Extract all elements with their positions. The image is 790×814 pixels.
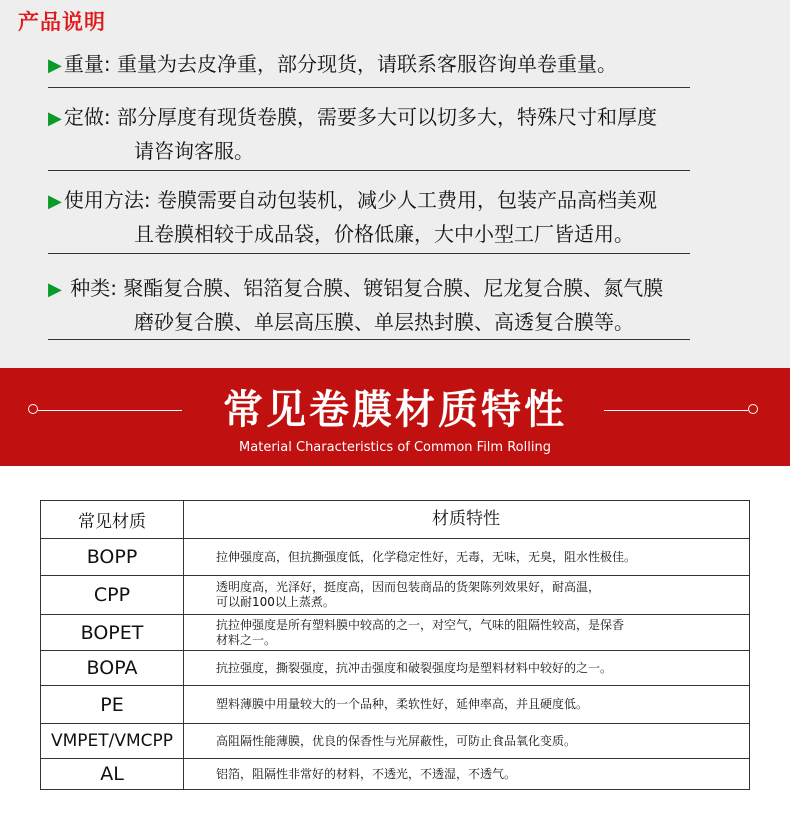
material-desc: 铝箔，阻隔性非常好的材料，不透光，不透湿，不透气。 [216,766,517,781]
header-characteristics: 材质特性 [432,509,500,529]
material-name: BOPP [41,539,184,575]
play-arrow-icon: ▶ [48,108,62,129]
table-row [41,575,749,614]
material-name: VMPET/VMCPP [41,724,184,758]
material-name: PE [41,686,184,723]
info-text-line2: 磨砂复合膜、单层高压膜、单层热封膜、高透复合膜等。 [134,310,634,334]
table-header [41,501,749,538]
info-item-types [48,272,698,339]
banner-subtitle: Material Characteristics of Common Film Rolling [239,440,551,455]
material-name: BOPET [41,615,184,650]
info-label: 种类: [63,276,117,300]
material-desc: 抗拉伸强度是所有塑料膜中较高的之一，对空气，气味的阻隔性较高，是保香 材料之一。 [216,617,625,647]
product-description-section [0,0,790,368]
material-name: AL [41,759,184,789]
info-text: 聚酯复合膜、铝箔复合膜、镀铝复合膜、尼龙复合膜、氮气膜 [123,276,664,300]
material-banner [0,368,790,466]
materials-table [40,500,750,790]
material-desc: 拉伸强度高，但抗撕强度低，化学稳定性好，无毒，无味，无臭，阻水性极佳。 [216,549,637,564]
table-row [41,538,749,575]
material-desc: 抗拉强度，撕裂强度，抗冲击强度和破裂强度均是塑料材料中较好的之一。 [216,660,613,675]
info-text-line2: 请咨询客服。 [134,139,254,163]
table-row [41,614,749,650]
play-arrow-icon: ▶ [48,191,62,212]
divider [48,339,690,340]
material-desc: 透明度高，光泽好，挺度高，因而包装商品的货架陈列效果好，耐高温， 可以耐100以上蒸煮。 [216,580,601,609]
decor-line-left [38,410,182,411]
divider [48,87,690,88]
table-row [41,758,749,789]
info-text-line2: 且卷膜相较于成品袋，价格低廉，大中小型工厂皆适用。 [134,222,634,246]
info-text: 重量为去皮净重，部分现货，请联系客服咨询单卷重量。 [116,52,617,76]
header-material: 常见材质 [41,501,184,538]
table-row [41,723,749,758]
decor-line-right [604,410,748,411]
info-text: 部分厚度有现货卷膜，需要多大可以切多大，特殊尺寸和厚度 [116,105,657,129]
divider [48,170,690,171]
circle-icon [748,404,758,414]
circle-icon [28,404,38,414]
table-row [41,650,749,685]
info-item-custom [48,101,698,168]
table-row [41,685,749,723]
info-label: 使用方法: [63,188,151,212]
material-desc: 高阻隔性能薄膜，优良的保香性与光屏蔽性，可防止食品氧化变质。 [216,733,577,748]
info-item-weight [48,48,698,82]
divider [48,253,690,254]
section-title: 产品说明 [18,10,106,34]
info-label: 重量: [63,52,111,76]
info-item-usage [48,184,698,251]
info-text: 卷膜需要自动包装机，减少人工费用，包装产品高档美观 [156,188,657,212]
material-name: BOPA [41,651,184,685]
material-desc: 塑料薄膜中用量较大的一个品种，柔软性好，延伸率高，并且硬度低。 [216,697,589,711]
info-label: 定做: [63,105,111,129]
play-arrow-icon: ▶ [48,55,62,76]
banner-title: 常见卷膜材质特性 [223,387,567,433]
play-arrow-icon: ▶ [48,279,62,300]
material-name: CPP [41,576,184,614]
